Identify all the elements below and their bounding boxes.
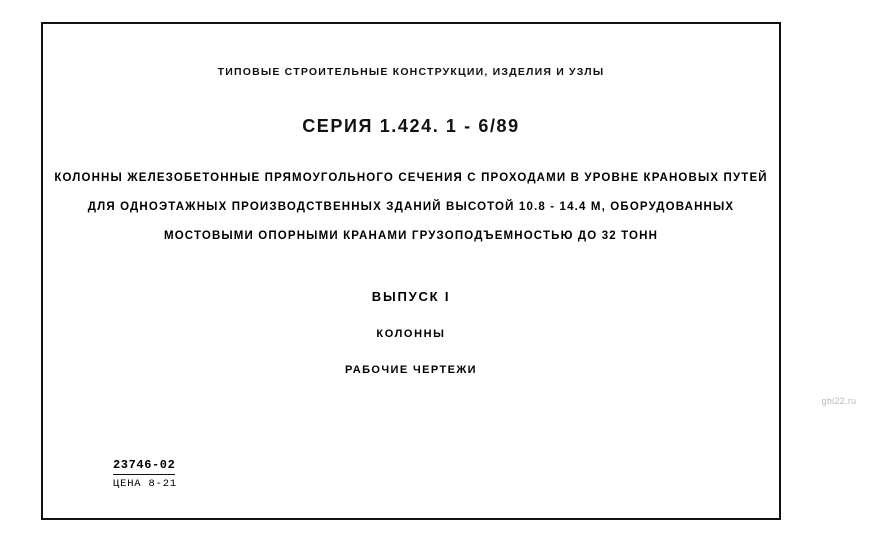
description-line: МОСТОВЫМИ ОПОРНЫМИ КРАНАМИ ГРУЗОПОДЪЕМНОСТЬЮ ДО 32 ТОНН xyxy=(163,230,659,242)
bottom-left-stamp xyxy=(113,455,177,490)
issue-subject: КОЛОННЫ xyxy=(376,328,446,340)
issue-number: ВЫПУСК I xyxy=(371,289,451,304)
description-line: КОЛОННЫ ЖЕЛЕЗОБЕТОННЫЕ ПРЯМОУГОЛЬНОГО СЕЧЕНИЯ С ПРОХОДАМИ В УРОВНЕ КРАНОВЫХ ПУТЕЙ xyxy=(54,172,768,184)
drawing-border-frame xyxy=(41,22,781,520)
description-block xyxy=(43,172,779,259)
description-line: ДЛЯ ОДНОЭТАЖНЫХ ПРОИЗВОДСТВЕННЫХ ЗДАНИЙ ВЫСОТОЙ 10.8 - 14.4 М, ОБОРУДОВАННЫХ xyxy=(87,201,735,213)
issue-block xyxy=(43,289,779,376)
stamp-price: ЦЕНА 8-21 xyxy=(113,478,177,490)
watermark: gbi22.ru xyxy=(821,396,857,406)
issue-document-type: РАБОЧИЕ ЧЕРТЕЖИ xyxy=(345,364,477,376)
header-caption: ТИПОВЫЕ СТРОИТЕЛЬНЫЕ КОНСТРУКЦИИ, ИЗДЕЛИЯ И УЗЛЫ xyxy=(217,66,605,78)
stamp-code: 23746-02 xyxy=(113,458,175,475)
series-title: СЕРИЯ 1.424. 1 - 6/89 xyxy=(302,116,520,136)
